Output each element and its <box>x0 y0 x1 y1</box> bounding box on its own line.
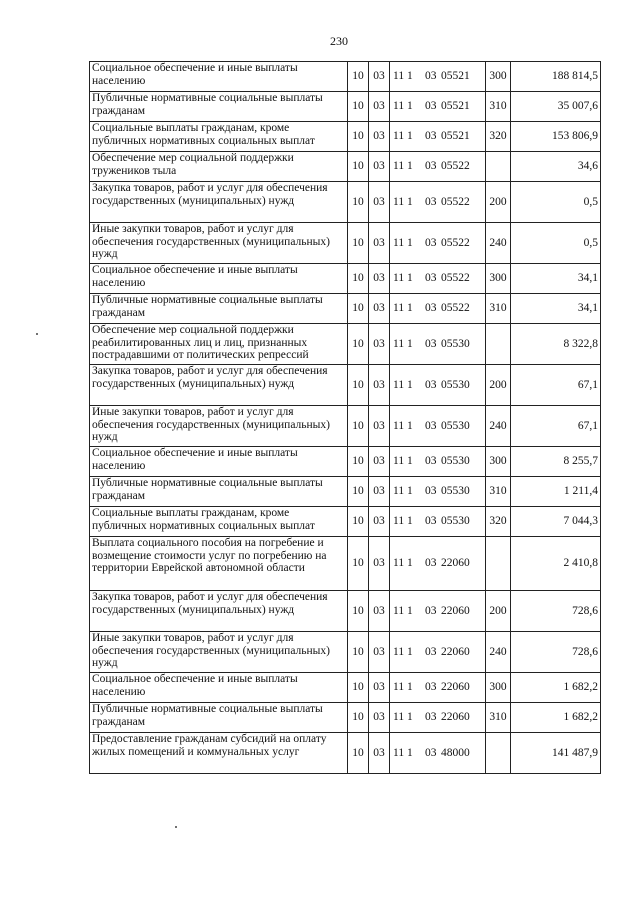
target-article-part: 1 <box>407 70 413 83</box>
target-article-part: 03 <box>425 485 437 498</box>
section-code: 10 <box>348 406 369 447</box>
target-article-part: 11 <box>393 485 405 498</box>
subsection-code: 03 <box>369 591 390 632</box>
row-name: Публичные нормативные социальные выплаты гражданам <box>90 703 348 733</box>
table-row <box>90 152 601 182</box>
amount: 1 682,2 <box>511 673 601 703</box>
target-article-part: 1 <box>407 236 413 249</box>
target-article-part: 05521 <box>441 130 470 143</box>
target-article-part: 22060 <box>441 681 470 694</box>
amount: 1 682,2 <box>511 703 601 733</box>
target-article-part: 05530 <box>441 485 470 498</box>
amount: 1 211,4 <box>511 477 601 507</box>
expense-type-code: 310 <box>486 703 511 733</box>
target-article-part: 11 <box>393 419 405 432</box>
target-article-part: 03 <box>425 604 437 617</box>
table-row <box>90 632 601 673</box>
target-article-code <box>390 673 486 703</box>
target-article-part: 05530 <box>441 419 470 432</box>
amount: 34,1 <box>511 294 601 324</box>
scan-speck <box>36 333 38 335</box>
table-row <box>90 733 601 774</box>
expense-type-code: 240 <box>486 406 511 447</box>
subsection-code: 03 <box>369 62 390 92</box>
target-article-code <box>390 182 486 223</box>
target-article-part: 1 <box>407 130 413 143</box>
target-article-part: 11 <box>393 557 405 570</box>
scan-speck <box>175 826 177 828</box>
section-code: 10 <box>348 62 369 92</box>
subsection-code: 03 <box>369 182 390 223</box>
subsection-code: 03 <box>369 294 390 324</box>
expense-type-code: 200 <box>486 182 511 223</box>
target-article-part: 05521 <box>441 70 470 83</box>
row-name: Социальные выплаты гражданам, кроме публичных нормативных социальных выплат <box>90 507 348 537</box>
expense-type-code: 300 <box>486 447 511 477</box>
target-article-part: 1 <box>407 100 413 113</box>
target-article-part: 1 <box>407 711 413 724</box>
row-name: Публичные нормативные социальные выплаты гражданам <box>90 92 348 122</box>
amount: 35 007,6 <box>511 92 601 122</box>
target-article-code <box>390 507 486 537</box>
row-name: Предоставление гражданам субсидий на оплату жилых помещений и коммунальных услуг <box>90 733 348 774</box>
target-article-part: 1 <box>407 645 413 658</box>
target-article-code <box>390 264 486 294</box>
expense-type-code: 310 <box>486 294 511 324</box>
target-article-part: 11 <box>393 515 405 528</box>
section-code: 10 <box>348 507 369 537</box>
section-code: 10 <box>348 733 369 774</box>
target-article-part: 11 <box>393 604 405 617</box>
section-code: 10 <box>348 92 369 122</box>
target-article-part: 1 <box>407 604 413 617</box>
subsection-code: 03 <box>369 122 390 152</box>
table-row <box>90 537 601 591</box>
section-code: 10 <box>348 673 369 703</box>
amount: 728,6 <box>511 591 601 632</box>
target-article-part: 03 <box>425 645 437 658</box>
row-name: Иные закупки товаров, работ и услуг для обеспечения государственных (муниципальных) нужд <box>90 632 348 673</box>
row-name: Обеспечение мер социальной поддержки реабилитированных лиц и лиц, признанных пострадавшими от политических репрессий <box>90 324 348 365</box>
target-article-code <box>390 294 486 324</box>
amount: 7 044,3 <box>511 507 601 537</box>
target-article-part: 1 <box>407 455 413 468</box>
amount: 728,6 <box>511 632 601 673</box>
target-article-part: 05522 <box>441 195 470 208</box>
target-article-part: 03 <box>425 515 437 528</box>
target-article-part: 1 <box>407 419 413 432</box>
section-code: 10 <box>348 703 369 733</box>
expense-type-code: 320 <box>486 122 511 152</box>
target-article-part: 03 <box>425 337 437 350</box>
table-row <box>90 447 601 477</box>
section-code: 10 <box>348 294 369 324</box>
target-article-part: 03 <box>425 711 437 724</box>
table-row <box>90 477 601 507</box>
target-article-part: 11 <box>393 100 405 113</box>
target-article-part: 03 <box>425 419 437 432</box>
target-article-part: 05522 <box>441 272 470 285</box>
expense-type-code <box>486 733 511 774</box>
target-article-code <box>390 477 486 507</box>
table-row <box>90 324 601 365</box>
row-name: Социальное обеспечение и иные выплаты населению <box>90 447 348 477</box>
target-article-part: 05522 <box>441 160 470 173</box>
target-article-code <box>390 703 486 733</box>
table-row <box>90 703 601 733</box>
target-article-part: 1 <box>407 557 413 570</box>
target-article-part: 03 <box>425 557 437 570</box>
target-article-code <box>390 447 486 477</box>
row-name: Закупка товаров, работ и услуг для обеспечения государственных (муниципальных) нужд <box>90 365 348 406</box>
table-row <box>90 264 601 294</box>
expense-type-code <box>486 537 511 591</box>
section-code: 10 <box>348 632 369 673</box>
expense-type-code: 300 <box>486 673 511 703</box>
target-article-part: 03 <box>425 195 437 208</box>
section-code: 10 <box>348 365 369 406</box>
section-code: 10 <box>348 324 369 365</box>
row-name: Социальные выплаты гражданам, кроме публичных нормативных социальных выплат <box>90 122 348 152</box>
target-article-part: 1 <box>407 160 413 173</box>
table-row <box>90 507 601 537</box>
table-row <box>90 294 601 324</box>
target-article-part: 11 <box>393 681 405 694</box>
target-article-part: 11 <box>393 272 405 285</box>
table-row <box>90 365 601 406</box>
target-article-part: 05522 <box>441 302 470 315</box>
subsection-code: 03 <box>369 223 390 264</box>
subsection-code: 03 <box>369 733 390 774</box>
target-article-part: 03 <box>425 746 437 759</box>
row-name: Закупка товаров, работ и услуг для обеспечения государственных (муниципальных) нужд <box>90 182 348 223</box>
target-article-part: 03 <box>425 455 437 468</box>
subsection-code: 03 <box>369 365 390 406</box>
amount: 188 814,5 <box>511 62 601 92</box>
amount: 34,1 <box>511 264 601 294</box>
target-article-part: 05530 <box>441 515 470 528</box>
target-article-part: 05530 <box>441 378 470 391</box>
section-code: 10 <box>348 447 369 477</box>
target-article-part: 22060 <box>441 604 470 617</box>
target-article-code <box>390 223 486 264</box>
target-article-part: 03 <box>425 130 437 143</box>
expense-type-code: 240 <box>486 632 511 673</box>
target-article-part: 1 <box>407 746 413 759</box>
row-name: Обеспечение мер социальной поддержки тружеников тыла <box>90 152 348 182</box>
section-code: 10 <box>348 152 369 182</box>
target-article-code <box>390 632 486 673</box>
table-row <box>90 223 601 264</box>
target-article-part: 22060 <box>441 711 470 724</box>
row-name: Иные закупки товаров, работ и услуг для обеспечения государственных (муниципальных) нужд <box>90 223 348 264</box>
target-article-code <box>390 733 486 774</box>
row-name: Закупка товаров, работ и услуг для обеспечения государственных (муниципальных) нужд <box>90 591 348 632</box>
target-article-part: 03 <box>425 681 437 694</box>
expense-type-code: 240 <box>486 223 511 264</box>
target-article-part: 1 <box>407 337 413 350</box>
target-article-part: 03 <box>425 236 437 249</box>
table-row <box>90 122 601 152</box>
target-article-part: 48000 <box>441 746 470 759</box>
target-article-code <box>390 591 486 632</box>
subsection-code: 03 <box>369 537 390 591</box>
row-name: Публичные нормативные социальные выплаты гражданам <box>90 294 348 324</box>
target-article-part: 11 <box>393 455 405 468</box>
expense-type-code: 320 <box>486 507 511 537</box>
amount: 0,5 <box>511 223 601 264</box>
target-article-part: 03 <box>425 70 437 83</box>
subsection-code: 03 <box>369 673 390 703</box>
target-article-part: 03 <box>425 272 437 285</box>
amount: 67,1 <box>511 406 601 447</box>
table-row <box>90 591 601 632</box>
target-article-code <box>390 152 486 182</box>
table-row <box>90 92 601 122</box>
section-code: 10 <box>348 477 369 507</box>
target-article-part: 1 <box>407 302 413 315</box>
target-article-part: 11 <box>393 378 405 391</box>
table-row <box>90 62 601 92</box>
expense-type-code: 300 <box>486 62 511 92</box>
row-name: Социальное обеспечение и иные выплаты населению <box>90 264 348 294</box>
amount: 141 487,9 <box>511 733 601 774</box>
expense-type-code: 200 <box>486 365 511 406</box>
target-article-part: 05521 <box>441 100 470 113</box>
target-article-part: 03 <box>425 160 437 173</box>
target-article-part: 11 <box>393 302 405 315</box>
table-row <box>90 406 601 447</box>
subsection-code: 03 <box>369 264 390 294</box>
row-name: Иные закупки товаров, работ и услуг для обеспечения государственных (муниципальных) нужд <box>90 406 348 447</box>
target-article-part: 03 <box>425 378 437 391</box>
target-article-part: 03 <box>425 100 437 113</box>
amount: 8 255,7 <box>511 447 601 477</box>
row-name: Публичные нормативные социальные выплаты гражданам <box>90 477 348 507</box>
section-code: 10 <box>348 591 369 632</box>
target-article-part: 1 <box>407 681 413 694</box>
amount: 0,5 <box>511 182 601 223</box>
section-code: 10 <box>348 182 369 223</box>
subsection-code: 03 <box>369 406 390 447</box>
target-article-code <box>390 537 486 591</box>
target-article-part: 1 <box>407 485 413 498</box>
target-article-part: 1 <box>407 195 413 208</box>
target-article-part: 11 <box>393 711 405 724</box>
row-name: Выплата социального пособия на погребение и возмещение стоимости услуг по погребению на территории Еврейской автономной области <box>90 537 348 591</box>
section-code: 10 <box>348 537 369 591</box>
expense-type-code <box>486 152 511 182</box>
table-row <box>90 182 601 223</box>
target-article-part: 11 <box>393 130 405 143</box>
subsection-code: 03 <box>369 447 390 477</box>
target-article-code <box>390 122 486 152</box>
target-article-code <box>390 62 486 92</box>
target-article-code <box>390 406 486 447</box>
section-code: 10 <box>348 223 369 264</box>
target-article-part: 03 <box>425 302 437 315</box>
amount: 8 322,8 <box>511 324 601 365</box>
target-article-part: 22060 <box>441 645 470 658</box>
target-article-part: 11 <box>393 70 405 83</box>
target-article-part: 11 <box>393 337 405 350</box>
target-article-part: 05530 <box>441 337 470 350</box>
subsection-code: 03 <box>369 152 390 182</box>
target-article-code <box>390 92 486 122</box>
amount: 2 410,8 <box>511 537 601 591</box>
target-article-part: 11 <box>393 645 405 658</box>
target-article-part: 1 <box>407 272 413 285</box>
expense-type-code: 300 <box>486 264 511 294</box>
target-article-part: 11 <box>393 746 405 759</box>
section-code: 10 <box>348 264 369 294</box>
expense-type-code: 200 <box>486 591 511 632</box>
target-article-part: 1 <box>407 378 413 391</box>
subsection-code: 03 <box>369 507 390 537</box>
target-article-part: 11 <box>393 236 405 249</box>
subsection-code: 03 <box>369 632 390 673</box>
row-name: Социальное обеспечение и иные выплаты населению <box>90 673 348 703</box>
page-number: 230 <box>330 34 348 48</box>
subsection-code: 03 <box>369 477 390 507</box>
table-row <box>90 673 601 703</box>
budget-table <box>89 61 601 774</box>
subsection-code: 03 <box>369 703 390 733</box>
amount: 153 806,9 <box>511 122 601 152</box>
target-article-part: 11 <box>393 160 405 173</box>
amount: 34,6 <box>511 152 601 182</box>
target-article-part: 05522 <box>441 236 470 249</box>
target-article-code <box>390 324 486 365</box>
target-article-part: 1 <box>407 515 413 528</box>
expense-type-code: 310 <box>486 92 511 122</box>
subsection-code: 03 <box>369 92 390 122</box>
expense-type-code: 310 <box>486 477 511 507</box>
target-article-part: 22060 <box>441 557 470 570</box>
expense-type-code <box>486 324 511 365</box>
amount: 67,1 <box>511 365 601 406</box>
subsection-code: 03 <box>369 324 390 365</box>
target-article-part: 11 <box>393 195 405 208</box>
section-code: 10 <box>348 122 369 152</box>
target-article-code <box>390 365 486 406</box>
target-article-part: 05530 <box>441 455 470 468</box>
budget-table-body <box>90 62 601 774</box>
row-name: Социальное обеспечение и иные выплаты населению <box>90 62 348 92</box>
